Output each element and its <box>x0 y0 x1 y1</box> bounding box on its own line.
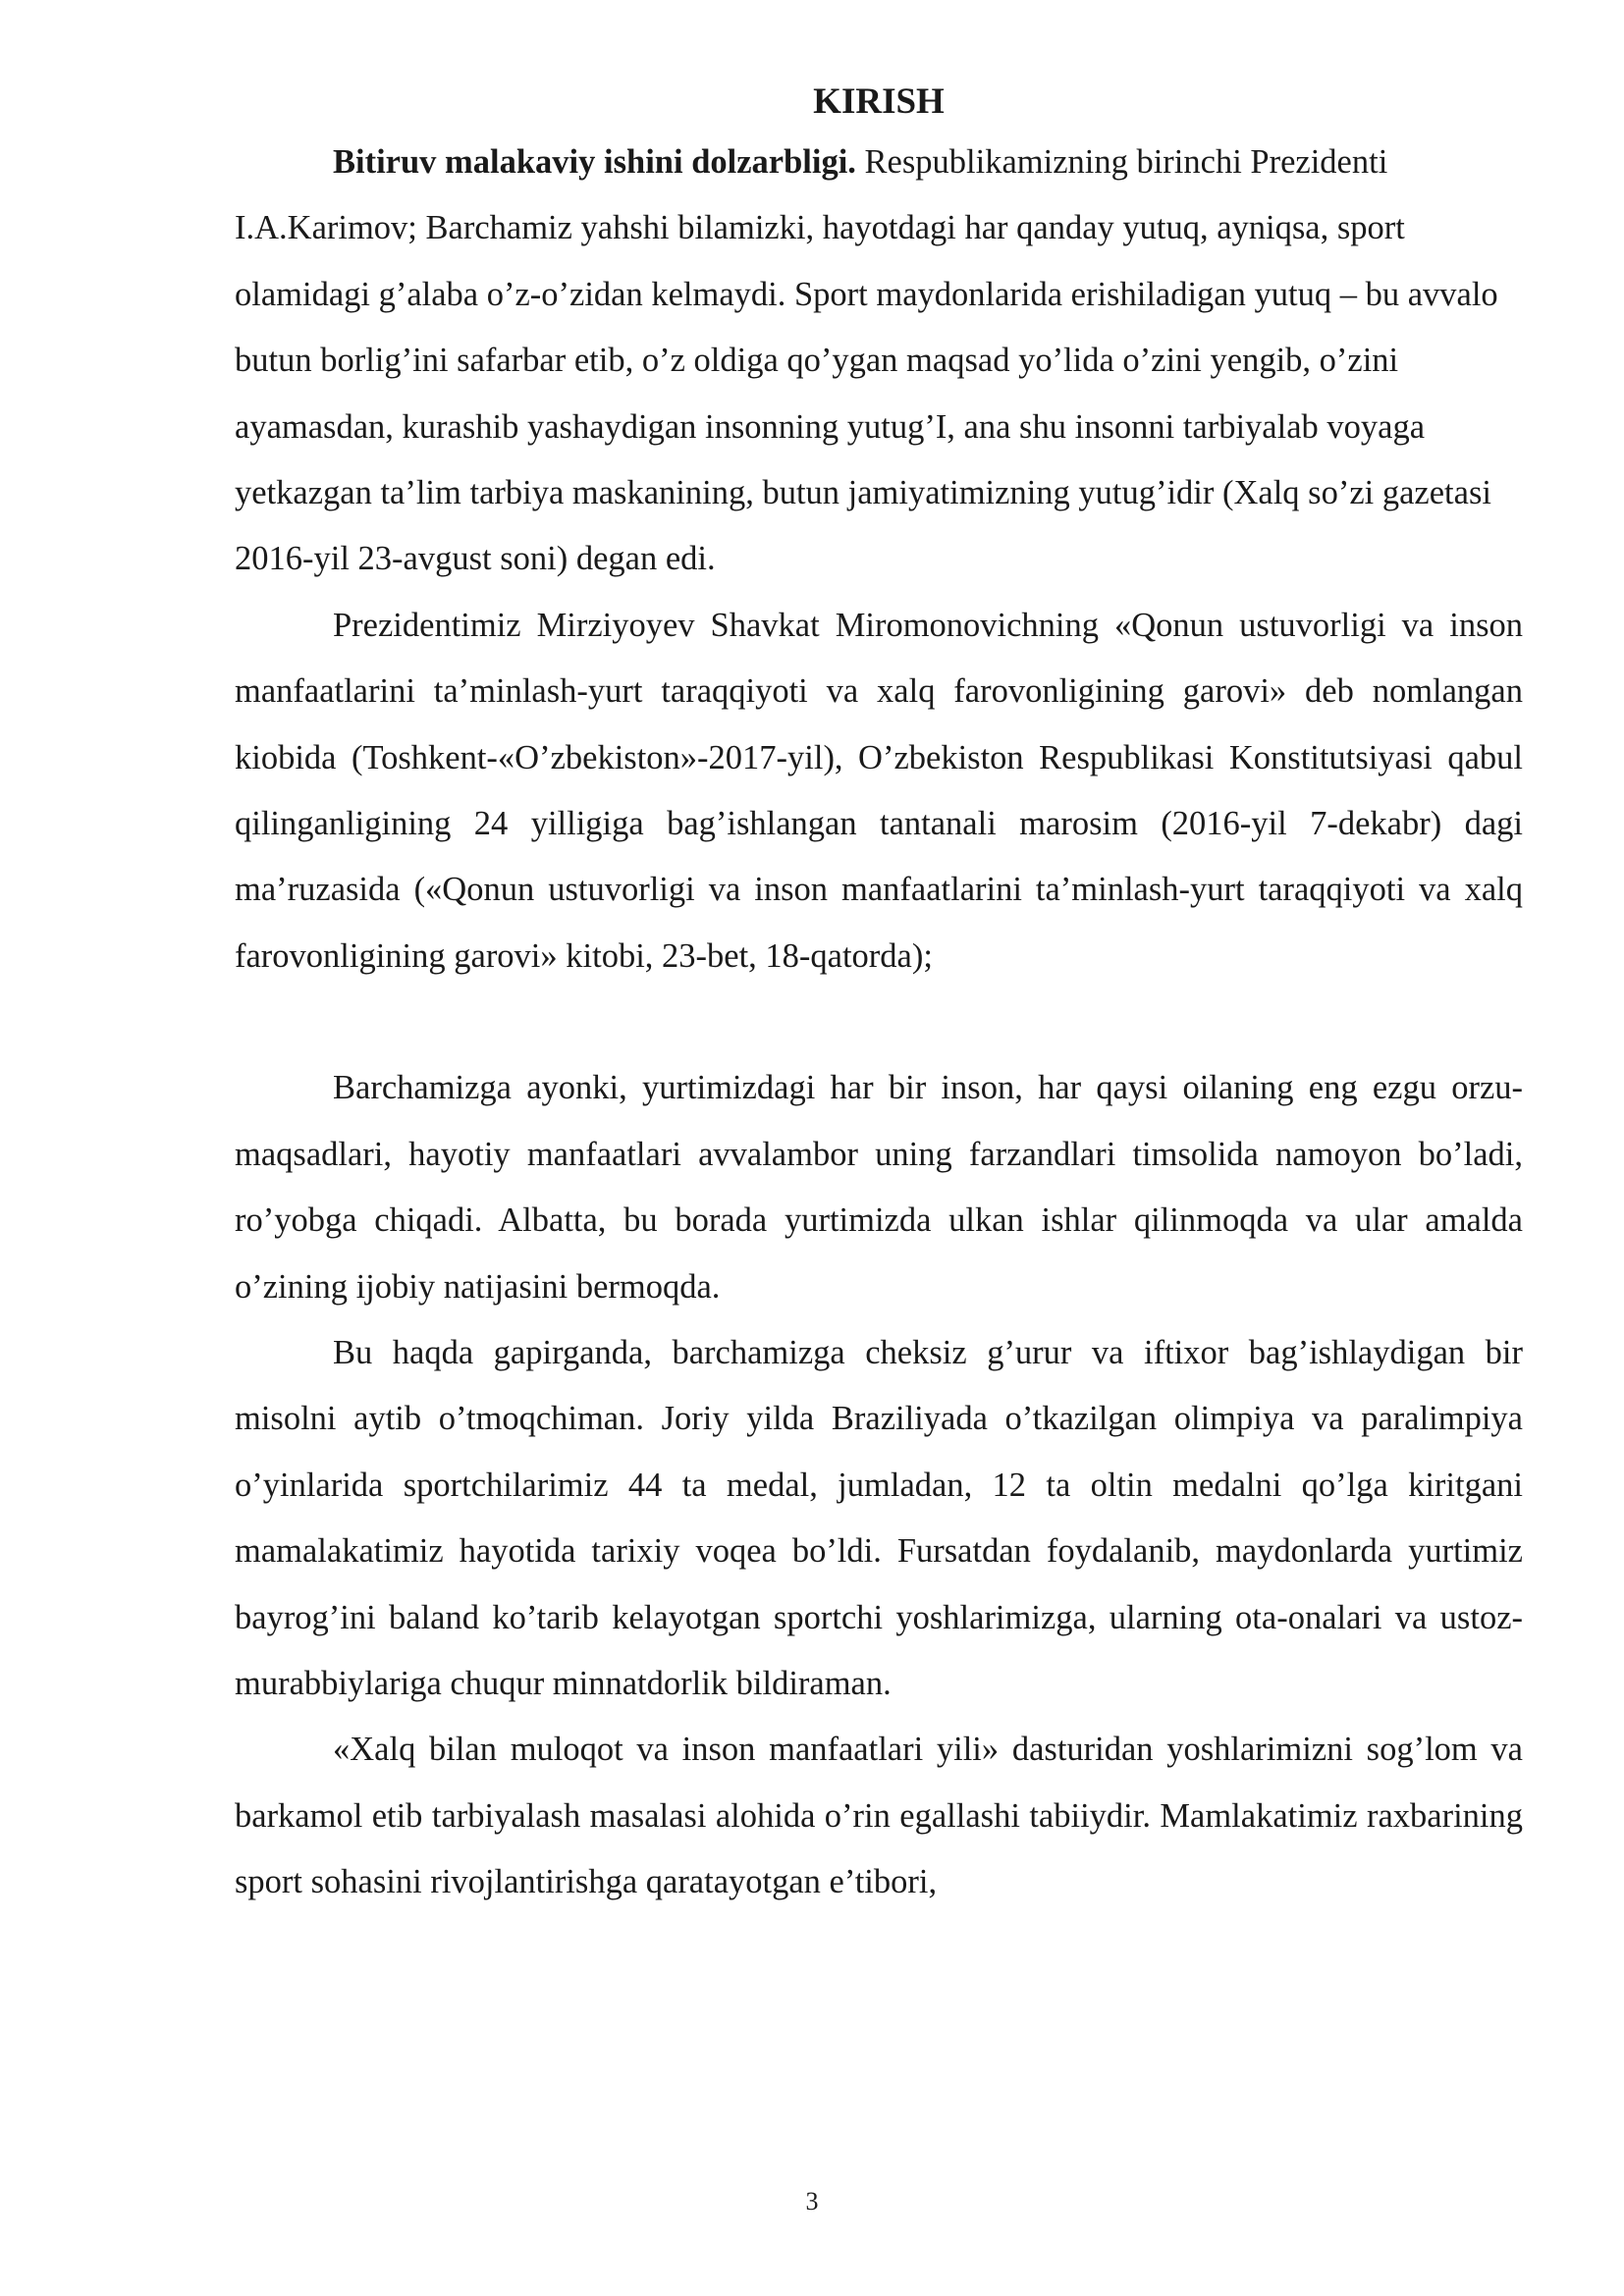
paragraph-text: Barchamizga ayonki, yurtimizdagi har bir inson, har qaysi oilaning eng ezgu orzu-maqsadlari, hayotiy manfaatlari avvalambor uning farzandlari timsolida namoyon bo’ladi, ro’yobga chiqadi. Albatta, bu borada yurtimizda ulkan ishlar qilinmoqda va ular amalda o’zining ijobiy natijasini bermoqda. <box>235 1069 1523 1306</box>
paragraph-olympic-results <box>235 1320 1523 1717</box>
paragraph-text: «Xalq bilan muloqot va inson manfaatlari yili» dasturidan yoshlarimizni sog’lom va barkamol etib tarbiyalash masalasi alohida o’rin egallashi tabiiydir. Mamlakatimiz raxbarining sport sohasini rivojlantirishga qaratayotgan e’tibori, <box>235 1731 1523 1901</box>
paragraph-text: Bu haqda gapirganda, barchamizga cheksiz g’urur va iftixor bag’ishlaydigan bir misolni aytib o’tmoqchiman. Joriy yilda Braziliyada o’tkazilgan olimpiya va paralimpiya o’yinlarida sportchilarimiz 44 ta medal, jumladan, 12 ta oltin medalni qo’lga kiritgani mamalakatimiz hayotida tarixiy voqea bo’ldi. Fursatdan foydalanib, maydonlarda yurtimiz bayrog’ini baland ko’tarib kelayotgan sportchi yoshlarimizga, ularning ota-onalari va ustoz-murabbiylariga chuqur minnatdorlik bildiraman. <box>235 1333 1523 1702</box>
paragraph-family-aspirations <box>235 1055 1523 1320</box>
paragraph-text: Respublikamizning birinchi Prezidenti I.A.Karimov; Barchamiz yahshi bilamizki, hayotdagi har qanday yutuq, ayniqsa, sport olamidagi g’alaba o’z-o’zidan kelmaydi. Sport maydonlarida erishiladigan yutuq – bu avvalo butun borlig’ini safarbar etib, o’z oldiga qo’ygan maqsad yo’lida o’zini yengib, o’zini ayamasdan, kurashib yashaydigan insonning yutug’I, ana shu insonni tarbiyalab voyaga yetkazgan ta’lim tarbiya maskanining, butun jamiyatimizning yutug’idir (Xalq so’zi gazetasi 2016-yil 23-avgust soni) degan edi. <box>235 143 1498 578</box>
page-number: 3 <box>805 2187 819 2216</box>
paragraph-youth-program <box>235 1717 1523 1915</box>
document-title: KIRISH <box>813 81 945 122</box>
paragraph-relevance <box>235 130 1523 593</box>
paragraph-text: Prezidentimiz Mirziyoyev Shavkat Miromonovichning «Qonun ustuvorligi va inson manfaatlarini ta’minlash-yurt taraqqiyoti va xalq farovonligining garovi» deb nomlangan kiobida (Toshkent-«O’zbekiston»-2017-yil), O’zbekiston Respublikasi Konstitutsiyasi qabul qilinganligining 24 yilligiga bag’ishlangan tantanali marosim (2016-yil 7-dekabr) dagi ma’ruzasida («Qonun ustuvorligi va inson manfaatlarini ta’minlash-yurt taraqqiyoti va xalq farovonligining garovi» kitobi, 23-bet, 18-qatorda); <box>235 606 1523 975</box>
paragraph-president-book <box>235 593 1523 989</box>
paragraph-lead-heading: Bitiruv malakaviy ishini dolzarbligi. <box>333 143 856 181</box>
document-page <box>235 77 1523 1916</box>
